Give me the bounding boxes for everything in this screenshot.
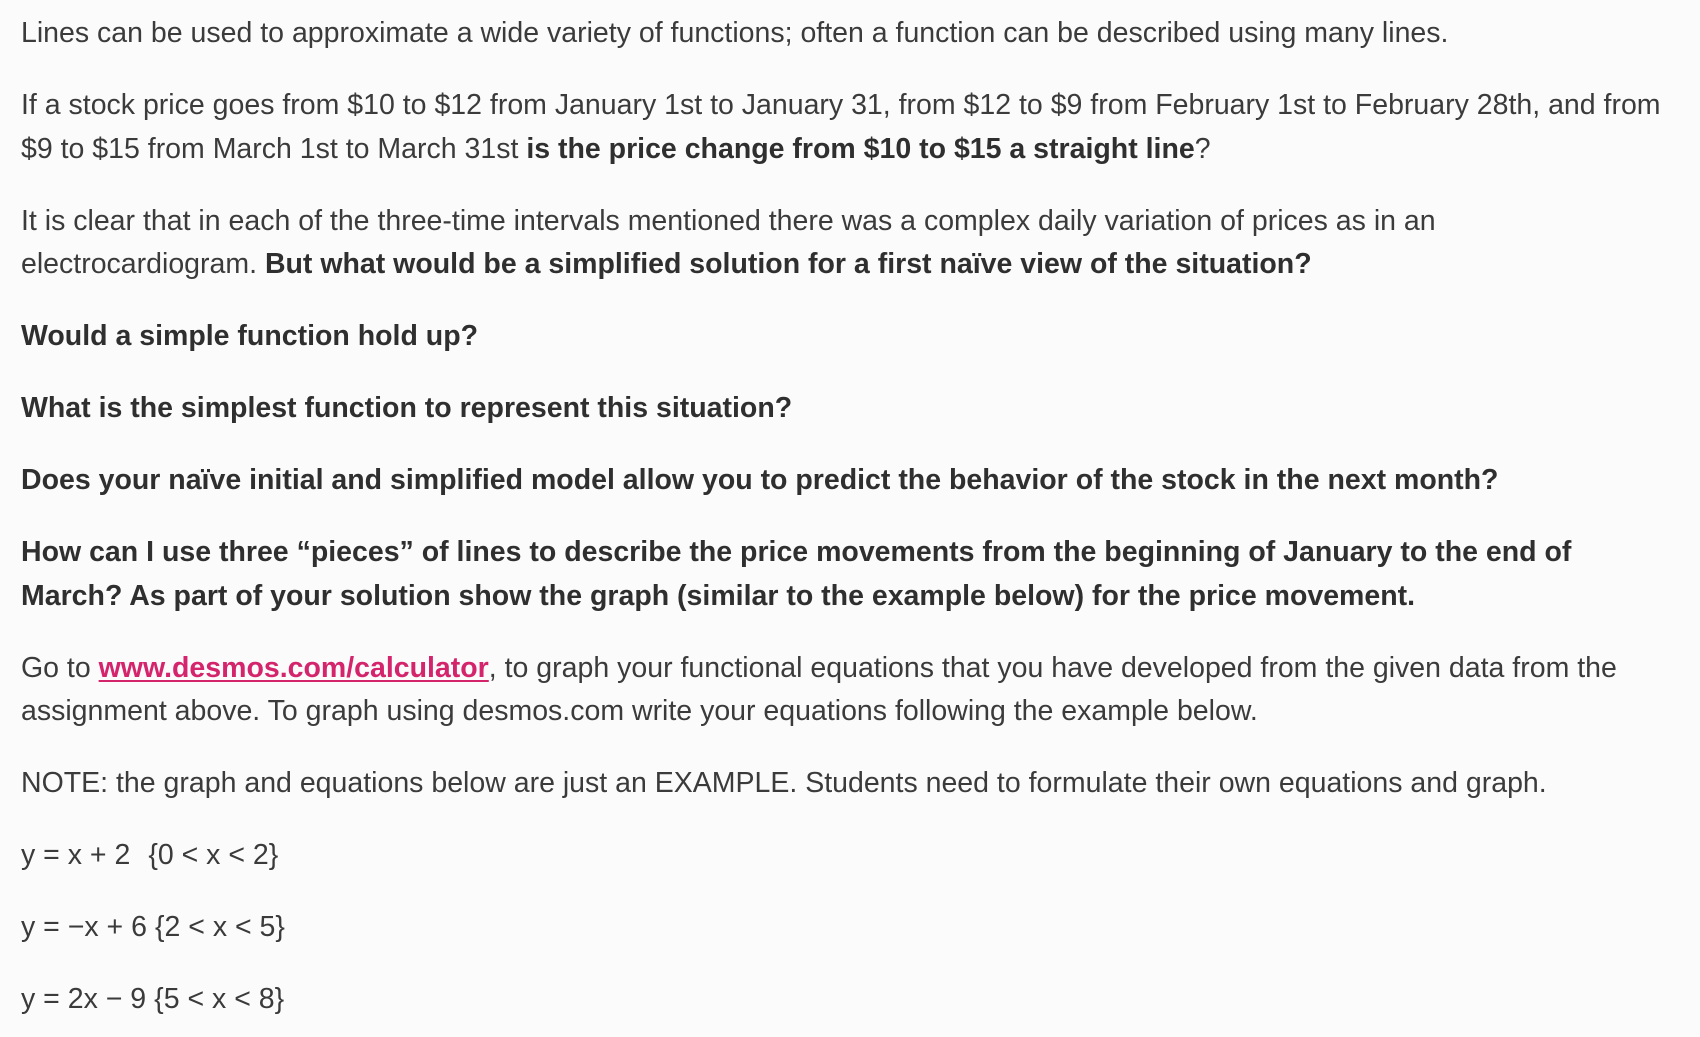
complex-variation-paragraph xyxy=(21,200,1700,287)
equation-domain: {2 < x < 5} xyxy=(154,911,285,943)
note-text: NOTE: the graph and equations below are just an EXAMPLE. Students need to formulate their own equations and graph. xyxy=(21,767,1547,799)
simplified-solution-question: But what would be a simplified solution for a first naïve view of the situation? xyxy=(264,248,1312,280)
intro-text: Lines can be used to approximate a wide variety of functions; often a function can be described using many lines. xyxy=(21,17,1449,49)
desmos-intro: Go to xyxy=(21,651,99,684)
equation-domain: {5 < x < 8} xyxy=(154,983,285,1015)
desmos-line-1: , to graph your functional equations that you have developed from the given data from the xyxy=(488,651,1617,684)
question-predict-behavior xyxy=(21,459,1700,503)
equation-row xyxy=(21,978,1700,1022)
stock-price-line-2: $9 to $15 from March 1st to March 31st xyxy=(21,132,527,165)
desmos-link[interactable]: www.desmos.com/calculator xyxy=(98,651,489,684)
equation-expression: y = 2x − 9 xyxy=(21,983,147,1015)
document-body xyxy=(21,12,1700,1037)
question-simple-function xyxy=(21,315,1700,359)
desmos-paragraph xyxy=(21,647,1700,734)
complex-variation-line-1: It is clear that in each of the three-time intervals mentioned there was a complex daily variation of prices as in an xyxy=(21,204,1436,237)
stock-price-paragraph xyxy=(21,84,1700,171)
equation-expression: y = −x + 6 xyxy=(21,911,147,943)
stock-price-line-1: If a stock price goes from $10 to $12 from January 1st to January 31, from $12 to $9 from February 1st to February 28th, and from xyxy=(21,89,1661,121)
desmos-line-2: assignment above. To graph using desmos.com write your equations following the example below. xyxy=(21,695,1258,727)
question-three-pieces-line-2: March? As part of your solution show the graph (similar to the example below) for the price movement. xyxy=(21,579,1416,612)
equation-expression: y = x + 2 xyxy=(21,839,131,871)
equation-row xyxy=(21,906,1700,950)
question-simplest-function-text: What is the simplest function to represent this situation? xyxy=(21,392,793,424)
note-paragraph xyxy=(21,762,1700,806)
question-predict-behavior-text: Does your naïve initial and simplified model allow you to predict the behavior of the stock in the next month? xyxy=(21,464,1499,496)
complex-variation-line-2: electrocardiogram. xyxy=(21,248,265,280)
intro-paragraph xyxy=(21,12,1700,56)
question-three-pieces xyxy=(21,531,1700,618)
equation-row xyxy=(21,834,1700,878)
equation-domain: {0 < x < 2} xyxy=(148,839,279,871)
straight-line-question: is the price change from $10 to $15 a straight line xyxy=(526,132,1195,165)
question-simple-function-text: Would a simple function hold up? xyxy=(21,320,479,352)
question-three-pieces-line-1: How can I use three “pieces” of lines to describe the price movements from the beginning of January to the end of xyxy=(21,536,1572,568)
question-simplest-function xyxy=(21,387,1700,431)
question-mark: ? xyxy=(1194,132,1211,165)
